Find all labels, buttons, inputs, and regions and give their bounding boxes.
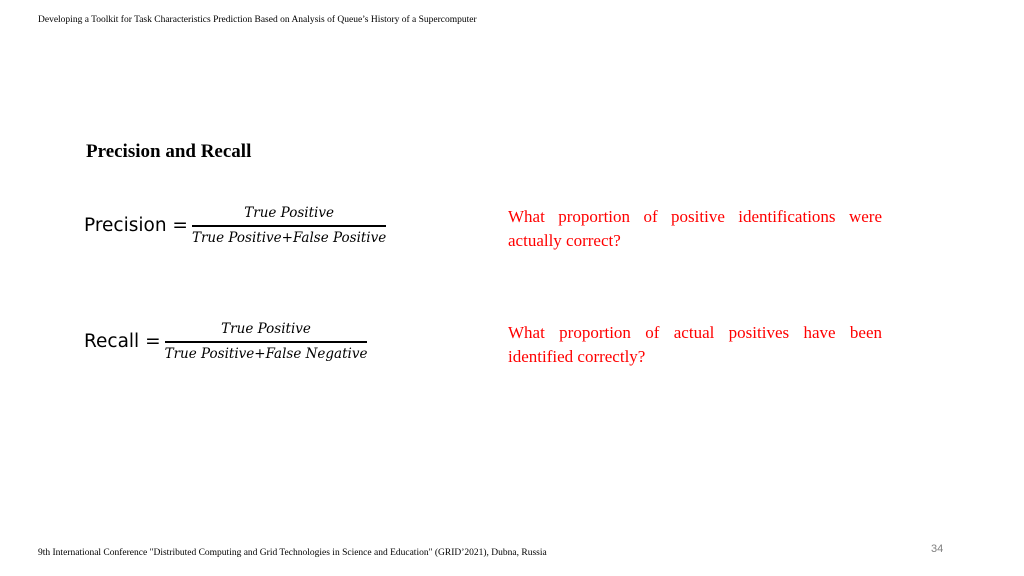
recall-numerator: True Positive (221, 321, 311, 337)
slide-heading: Precision and Recall (86, 141, 252, 162)
slide-header-title: Developing a Toolkit for Task Characteristics Prediction Based on Analysis of Queue’s History of a Supercomputer (38, 15, 477, 25)
precision-denominator: True Positive+False Positive (191, 229, 387, 246)
precision-formula (84, 205, 386, 247)
recall-denominator: True Positive+False Negative (164, 345, 368, 362)
recall-formula-lhs: Recall = (84, 331, 161, 353)
recall-fraction-bar (165, 341, 368, 343)
page-number: 34 (931, 543, 944, 555)
recall-formula (84, 321, 367, 363)
precision-question: What proportion of positive identifications were actually correct? (508, 207, 882, 250)
precision-formula-lhs: Precision = (84, 215, 188, 237)
slide-footer-conference: 9th International Conference "Distributed Computing and Grid Technologies in Science and Education" (GRID’2021), Dubna, Russia (38, 548, 547, 558)
recall-fraction (165, 321, 368, 363)
precision-fraction-bar (192, 225, 386, 227)
recall-question: What proportion of actual positives have been identified correctly? (508, 323, 882, 366)
precision-fraction (192, 205, 386, 247)
precision-numerator: True Positive (244, 205, 334, 221)
